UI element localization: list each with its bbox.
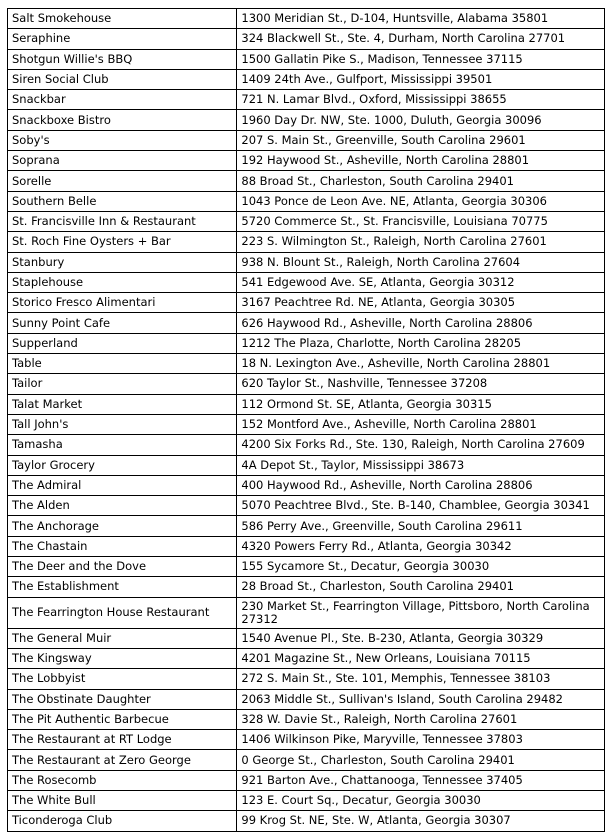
table-row [8,333,605,353]
restaurant-name-cell: The Alden [8,496,237,516]
restaurant-address-cell: 230 Market St., Fearrington Village, Pittsboro, North Carolina 27312 [237,597,605,628]
restaurant-address-cell: 4A Depot St., Taylor, Mississippi 38673 [237,455,605,475]
table-row [8,811,605,831]
table-row [8,730,605,750]
restaurant-name-cell: St. Francisville Inn & Restaurant [8,211,237,231]
restaurant-address-cell: 1540 Avenue Pl., Ste. B-230, Atlanta, Georgia 30329 [237,628,605,648]
restaurant-address-cell: 207 S. Main St., Greenville, South Carolina 29601 [237,130,605,150]
restaurant-address-cell: 18 N. Lexington Ave., Asheville, North Carolina 28801 [237,354,605,374]
table-row [8,414,605,434]
restaurant-name-cell: The Rosecomb [8,770,237,790]
table-row [8,354,605,374]
table-row [8,536,605,556]
restaurant-name-cell: The Admiral [8,475,237,495]
restaurant-name-cell: The Anchorage [8,516,237,536]
restaurant-name-cell: The Obstinate Daughter [8,689,237,709]
restaurant-address-cell: 1212 The Plaza, Charlotte, North Carolina 28205 [237,333,605,353]
restaurant-address-cell: 400 Haywood Rd., Asheville, North Carolina 28806 [237,475,605,495]
restaurant-name-cell: St. Roch Fine Oysters + Bar [8,232,237,252]
table-row [8,516,605,536]
table-row [8,597,605,628]
restaurant-name-cell: Sorelle [8,171,237,191]
restaurant-name-cell: Seraphine [8,29,237,49]
restaurant-name-cell: Shotgun Willie's BBQ [8,49,237,69]
restaurant-address-cell: 1406 Wilkinson Pike, Maryville, Tennessee 37803 [237,730,605,750]
table-row [8,29,605,49]
table-row [8,394,605,414]
table-row [8,750,605,770]
restaurant-name-cell: Tamasha [8,435,237,455]
table-row [8,191,605,211]
restaurant-address-cell: 721 N. Lamar Blvd., Oxford, Mississippi 38655 [237,90,605,110]
restaurant-address-cell: 4200 Six Forks Rd., Ste. 130, Raleigh, North Carolina 27609 [237,435,605,455]
restaurant-address-cell: 921 Barton Ave., Chattanooga, Tennessee 37405 [237,770,605,790]
table-row [8,770,605,790]
restaurant-name-cell: Taylor Grocery [8,455,237,475]
restaurant-address-cell: 586 Perry Ave., Greenville, South Carolina 29611 [237,516,605,536]
table-row [8,709,605,729]
table-row [8,689,605,709]
restaurant-address-cell: 99 Krog St. NE, Ste. W, Atlanta, Georgia 30307 [237,811,605,831]
restaurant-name-cell: Snackbar [8,90,237,110]
restaurant-address-cell: 28 Broad St., Charleston, South Carolina 29401 [237,577,605,597]
table-row [8,130,605,150]
restaurant-address-cell: 5720 Commerce St., St. Francisville, Louisiana 70775 [237,211,605,231]
table-row [8,90,605,110]
restaurant-address-cell: 4320 Powers Ferry Rd., Atlanta, Georgia 30342 [237,536,605,556]
restaurant-table [7,8,605,832]
restaurant-address-cell: 152 Montford Ave., Asheville, North Carolina 28801 [237,414,605,434]
table-row [8,313,605,333]
restaurant-name-cell: Salt Smokehouse [8,9,237,29]
table-row [8,577,605,597]
restaurant-name-cell: Staplehouse [8,272,237,292]
restaurant-address-cell: 1300 Meridian St., D-104, Huntsville, Alabama 35801 [237,9,605,29]
restaurant-name-cell: Storico Fresco Alimentari [8,293,237,313]
restaurant-address-cell: 155 Sycamore St., Decatur, Georgia 30030 [237,557,605,577]
table-row [8,69,605,89]
restaurant-address-cell: 192 Haywood St., Asheville, North Carolina 28801 [237,151,605,171]
restaurant-name-cell: Soby's [8,130,237,150]
table-row [8,496,605,516]
table-row [8,557,605,577]
table-row [8,435,605,455]
table-row [8,475,605,495]
restaurant-name-cell: The Fearrington House Restaurant [8,597,237,628]
restaurant-address-cell: 541 Edgewood Ave. SE, Atlanta, Georgia 30312 [237,272,605,292]
restaurant-name-cell: The General Muir [8,628,237,648]
table-row [8,790,605,810]
table-row [8,211,605,231]
restaurant-address-cell: 112 Ormond St. SE, Atlanta, Georgia 30315 [237,394,605,414]
table-row [8,293,605,313]
table-row [8,669,605,689]
restaurant-name-cell: Ticonderoga Club [8,811,237,831]
restaurant-address-cell: 626 Haywood Rd., Asheville, North Carolina 28806 [237,313,605,333]
restaurant-name-cell: The Restaurant at Zero George [8,750,237,770]
restaurant-name-cell: Talat Market [8,394,237,414]
restaurant-address-cell: 0 George St., Charleston, South Carolina 29401 [237,750,605,770]
restaurant-address-cell: 938 N. Blount St., Raleigh, North Carolina 27604 [237,252,605,272]
restaurant-name-cell: Supperland [8,333,237,353]
restaurant-address-cell: 2063 Middle St., Sullivan's Island, South Carolina 29482 [237,689,605,709]
restaurant-name-cell: Southern Belle [8,191,237,211]
table-row [8,151,605,171]
restaurant-address-cell: 88 Broad St., Charleston, South Carolina 29401 [237,171,605,191]
restaurant-address-cell: 5070 Peachtree Blvd., Ste. B-140, Chamblee, Georgia 30341 [237,496,605,516]
restaurant-address-cell: 620 Taylor St., Nashville, Tennessee 37208 [237,374,605,394]
restaurant-address-cell: 223 S. Wilmington St., Raleigh, North Carolina 27601 [237,232,605,252]
table-row [8,648,605,668]
restaurant-address-cell: 1500 Gallatin Pike S., Madison, Tennessee 37115 [237,49,605,69]
table-row [8,110,605,130]
restaurant-name-cell: Siren Social Club [8,69,237,89]
restaurant-address-cell: 272 S. Main St., Ste. 101, Memphis, Tennessee 38103 [237,669,605,689]
restaurant-name-cell: The Kingsway [8,648,237,668]
restaurant-name-cell: Snackboxe Bistro [8,110,237,130]
restaurant-name-cell: The Establishment [8,577,237,597]
table-row [8,252,605,272]
restaurant-name-cell: Soprana [8,151,237,171]
table-row [8,232,605,252]
restaurant-address-cell: 328 W. Davie St., Raleigh, North Carolina 27601 [237,709,605,729]
restaurant-address-cell: 1409 24th Ave., Gulfport, Mississippi 39501 [237,69,605,89]
table-row [8,272,605,292]
restaurant-address-cell: 3167 Peachtree Rd. NE, Atlanta, Georgia 30305 [237,293,605,313]
restaurant-table-wrapper [7,8,605,832]
table-row [8,49,605,69]
table-row [8,628,605,648]
restaurant-name-cell: The Lobbyist [8,669,237,689]
restaurant-address-cell: 123 E. Court Sq., Decatur, Georgia 30030 [237,790,605,810]
table-row [8,171,605,191]
restaurant-name-cell: The Chastain [8,536,237,556]
table-row [8,374,605,394]
restaurant-name-cell: The Deer and the Dove [8,557,237,577]
table-row [8,455,605,475]
restaurant-address-cell: 1043 Ponce de Leon Ave. NE, Atlanta, Georgia 30306 [237,191,605,211]
restaurant-name-cell: Sunny Point Cafe [8,313,237,333]
restaurant-name-cell: Tall John's [8,414,237,434]
table-row [8,9,605,29]
restaurant-address-cell: 324 Blackwell St., Ste. 4, Durham, North Carolina 27701 [237,29,605,49]
restaurant-name-cell: Table [8,354,237,374]
restaurant-table-body [8,9,605,832]
restaurant-name-cell: Stanbury [8,252,237,272]
restaurant-address-cell: 1960 Day Dr. NW, Ste. 1000, Duluth, Georgia 30096 [237,110,605,130]
restaurant-name-cell: Tailor [8,374,237,394]
restaurant-name-cell: The Pit Authentic Barbecue [8,709,237,729]
restaurant-address-cell: 4201 Magazine St., New Orleans, Louisiana 70115 [237,648,605,668]
restaurant-name-cell: The White Bull [8,790,237,810]
restaurant-name-cell: The Restaurant at RT Lodge [8,730,237,750]
